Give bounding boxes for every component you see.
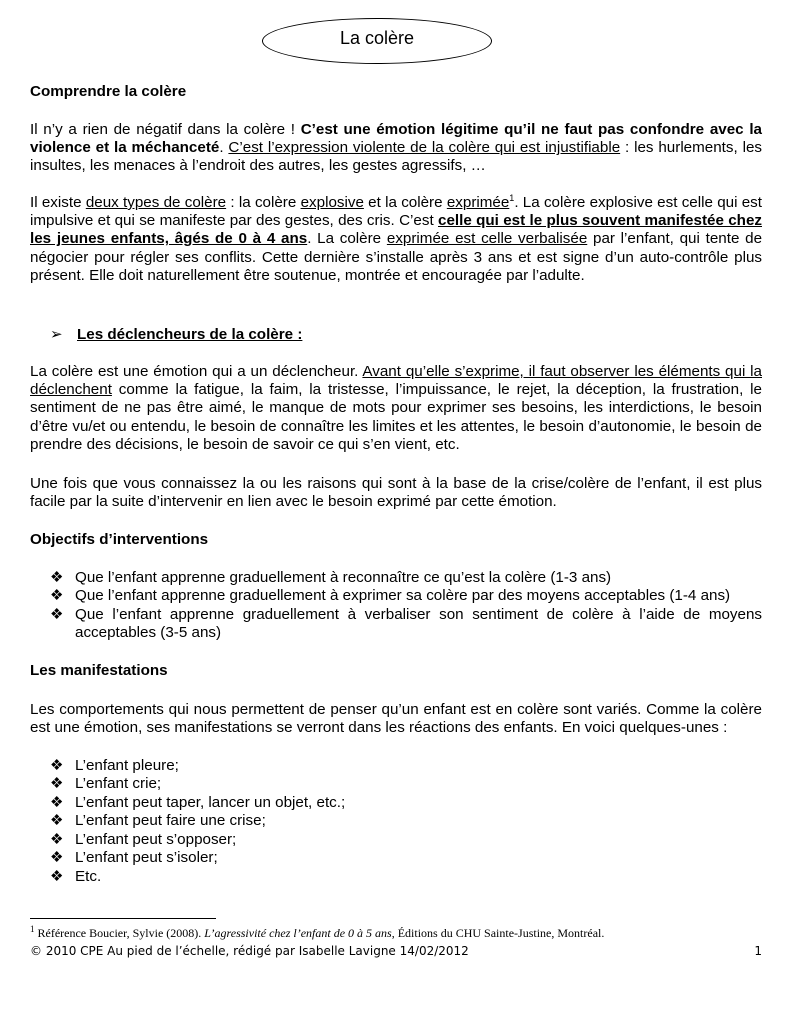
- list-item-text: L’enfant peut s’isoler;: [75, 849, 218, 866]
- page-footer: [30, 944, 762, 959]
- list-item-text: L’enfant pleure;: [75, 757, 179, 774]
- text-run: .: [219, 139, 229, 157]
- page-title: La colère: [339, 28, 415, 48]
- list-item-text: Que l’enfant apprenne graduellement à reconnaître ce qu’est la colère (1-3 ans): [75, 569, 612, 586]
- emphasis-text: C’est une émotion légitime qu’il ne faut pas confondre avec la violence et la méchanceté: [30, 121, 762, 157]
- footnote-separator: [30, 918, 216, 919]
- list-item-text: L’enfant peut taper, lancer un objet, etc.;: [75, 794, 346, 811]
- text-run: et la colère: [363, 194, 447, 211]
- text-run: Il existe: [30, 194, 86, 211]
- diamond-bullet-icon: ❖: [50, 606, 64, 623]
- paragraph-types: [30, 194, 762, 285]
- page-number: 1: [754, 944, 762, 958]
- section-heading-objectifs: Objectifs d’interventions: [30, 531, 209, 548]
- text-run: La colère est une émotion qui a un déclencheur.: [30, 363, 363, 380]
- paragraph-comportements: Les comportements qui nous permettent de penser qu’un enfant est en colère sont variés. Comme la colère est une émotion, ses manifestations se verront dans les réactions des enfants. En voici quelques-unes :: [30, 701, 762, 737]
- text-run: : les hurlements, les insultes, les menaces à l’endroit des autres, les gestes agressifs, …: [30, 139, 762, 175]
- underlined-text: exprimée: [446, 194, 510, 211]
- diamond-bullet-icon: ❖: [50, 849, 64, 866]
- text-run: . La colère: [307, 230, 387, 248]
- footnote-number: 1: [30, 924, 35, 934]
- list-item-text: Que l’enfant apprenne graduellement à exprimer sa colère par des moyens acceptables (1-4 ans): [75, 587, 731, 604]
- footnote-book-title: L’agressivité chez l’enfant de 0 à 5 ans: [204, 926, 392, 940]
- list-item-text: L’enfant peut faire une crise;: [75, 812, 266, 829]
- underlined-text: explosive: [300, 194, 364, 211]
- diamond-bullet-icon: ❖: [50, 831, 64, 848]
- section-heading-text: Les déclencheurs de la colère :: [77, 326, 303, 343]
- text-run: : la colère: [226, 194, 301, 211]
- diamond-bullet-icon: ❖: [50, 812, 64, 829]
- text-run: . La colère explosive est celle qui est impulsive et qui se manifeste par des gestes, des cris. C’est: [30, 194, 762, 230]
- diamond-bullet-icon: ❖: [50, 794, 64, 811]
- text-run: par l’enfant, qui tente de négocier pour régler ses conflits. Cette dernière s’installe après 3 ans et est signe d’un auto-contrôle plus présent. Elle doit naturellement être soutenue, montrée et encouragée par l’adulte.: [30, 230, 763, 284]
- paragraph-declencheur: [30, 363, 762, 454]
- underlined-text: Avant qu’elle s’exprime, il faut observer les éléments qui la déclenchent: [30, 363, 762, 399]
- section-heading-comprendre: Comprendre la colère: [30, 83, 187, 100]
- underlined-text: deux types de colère: [85, 194, 227, 211]
- diamond-bullet-icon: ❖: [50, 587, 64, 604]
- diamond-bullet-icon: ❖: [50, 757, 64, 774]
- list-item-text: L’enfant peut s’opposer;: [75, 831, 237, 848]
- text-run: comme la fatigue, la faim, la tristesse, l’impuissance, le rejet, la déception, la frustration, le sentiment de ne pas être aimé, le manque de mots pour exprimer ses besoins, les interdictions, le besoin d’être vu/et ou entendu, le besoin de connaître les limites et les attentes, le besoin d’autonomie, le besoin de prendre des décisions, le besoin de savoir ce qui s’en vient, etc.: [30, 381, 762, 453]
- section-heading-manifestations: Les manifestations: [30, 662, 168, 679]
- emphasis-underlined-text: celle qui est le plus souvent manifestée chez les jeunes enfants, âgés de 0 à 4 ans: [30, 212, 762, 248]
- copyright-line: © 2010 CPE Au pied de l’échelle, rédigé par Isabelle Lavigne 14/02/2012: [30, 944, 469, 958]
- section-heading-declencheurs: [50, 326, 302, 344]
- diamond-bullet-icon: ❖: [50, 868, 64, 885]
- list-item-text: Etc.: [75, 868, 102, 885]
- text-run: Il n’y a rien de négatif dans la colère !: [30, 121, 301, 138]
- footnote: [30, 926, 770, 941]
- footnote-text: Référence Boucier, Sylvie (2008).: [34, 926, 205, 940]
- underlined-text: C’est l’expression violente de la colère qui est injustifiable: [228, 139, 621, 157]
- diamond-bullet-icon: ❖: [50, 569, 64, 586]
- paragraph-raisons: Une fois que vous connaissez la ou les raisons qui sont à la base de la crise/colère de l’enfant, il est plus facile par la suite d’intervenir en lien avec le besoin exprimé par cette émotion.: [30, 475, 762, 511]
- paragraph-intro: [30, 121, 762, 176]
- underlined-text: exprimée est celle verbalisée: [386, 230, 588, 248]
- list-item-text: Que l’enfant apprenne graduellement à verbaliser son sentiment de colère à l’aide de moyens acceptables (3-5 ans): [75, 606, 762, 642]
- list-item-text: L’enfant crie;: [75, 775, 162, 792]
- arrow-bullet-icon: ➢: [50, 326, 63, 343]
- footnote-ref: 1: [509, 192, 515, 203]
- diamond-bullet-icon: ❖: [50, 775, 64, 792]
- footnote-text: , Éditions du CHU Sainte-Justine, Montréal.: [391, 926, 605, 940]
